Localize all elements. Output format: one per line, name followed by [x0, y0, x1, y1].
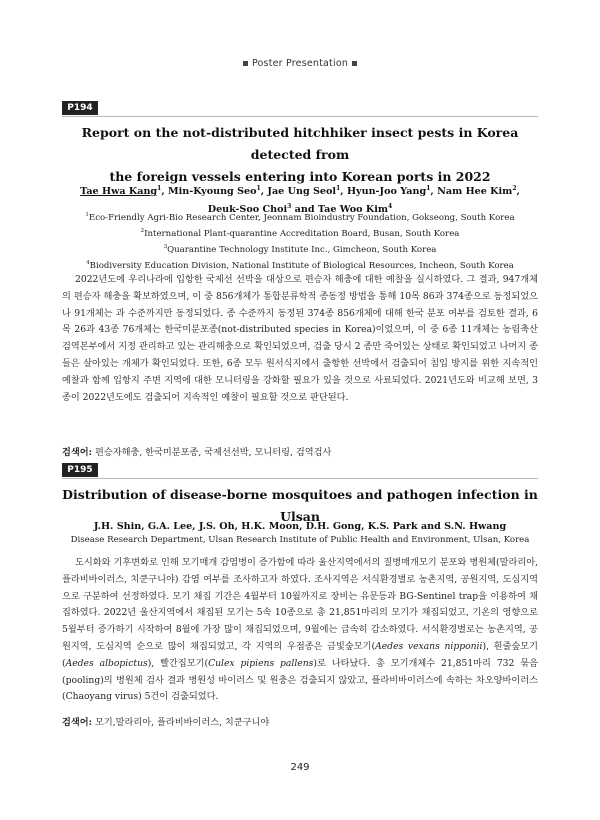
- keywords: [62, 716, 538, 730]
- species-name: Culex pipiens pallens: [208, 657, 314, 669]
- running-header: [0, 58, 600, 69]
- presenting-author: Tae Hwa Kang: [80, 186, 158, 198]
- author-list: J.H. Shin, G.A. Lee, J.S. Oh, H.K. Moon, D.H. Gong, K.S. Park and S.N. Hwang: [93, 521, 507, 532]
- square-bullet-icon: [243, 61, 248, 66]
- species-name: Aedes albopictus: [65, 657, 148, 669]
- affiliation: $^4$Biodiversity Education Division, National Institute of Biological Resources, Incheon, South Korea: [86, 260, 514, 272]
- divider: [62, 478, 538, 479]
- keywords-text: 편승자해충, 한국미분포종, 국제선선박, 모니터링, 검역검사: [94, 447, 332, 458]
- affiliation: $^3$Quarantine Technology Institute Inc., Gimcheon, South Korea: [163, 244, 437, 255]
- page-number: 249: [290, 762, 310, 773]
- paper-id-tag: P195: [62, 463, 98, 477]
- divider: [62, 116, 538, 117]
- keywords-label: 검색어:: [62, 717, 93, 728]
- keywords: [62, 446, 538, 460]
- species-name: Aedes vexans nipponii: [375, 640, 483, 652]
- keywords-text: 모기,말라리아, 플라비바이러스, 치쿤구니야: [94, 717, 270, 728]
- affiliation: Disease Research Department, Ulsan Research Institute of Public Health and Environment, Ulsan, Korea: [70, 535, 530, 545]
- section-label: Poster Presentation: [251, 58, 349, 69]
- paper-id-tag: P194: [62, 101, 98, 115]
- author-list: Tae Hwa Kang$^1$, Min-Kyoung Seo$^1$, Jae Ung Seol$^1$, Hyun-Joo Yang$^1$, Nam Hee Kim$^2$, Deuk-Soo Choi$^3$ and Tae Woo Kim$^4$: [80, 185, 520, 216]
- affiliation: $^1$Eco-Friendly Agri-Bio Research Center, Jeonnam Bioindustry Foundation, Gokseong, South Korea: [85, 212, 515, 223]
- affiliation: $^2$International Plant-quarantine Accreditation Board, Busan, South Korea: [140, 228, 460, 239]
- abstract: 2022년도에 우리나라에 입항한 국제선 선박을 대상으로 편승자 해충에 대한 예찰을 실시하였다. 그 결과, 947개체의 편승자 해충을 확보하였으며, 이 중 856개체가 통합분류학적 종동정 방법을 통해 10목 86과 374종으로 동정되었으나 91개체는 과 수준까지만 동정되었다. 종 수준까지 동정된 374종 856개체에 대해 한국 분포 여부를 검토한 결과, 6목 26과 43종 76개체는 한국미분포종(not-distributed species in Korea)이었으며, 이 중 6종 11개체는 농림축산검역본부에서 지정 관리하고 있는 관리해충으로 확인되었으며, 검출 당시 2 종만 죽어있는 상태로 확인되었고 나머지 종들은 살아있는 개체가 확인되었다. 또한, 6종 모두 원서식지에서 출항한 선박에서 검출되어 침입 방지를 위한 지속적인 예찰과 함께 입항지 주변 지역에 대한 모니터링을 강화할 필요가 있을 것으로 사료되었다. 2021년도와 비교해 보면, 3종이 2022년도에도 검출되어 지속적인 예찰이 필요할 것으로 판단된다.: [62, 274, 538, 403]
- abstract: 도시화와 기후변화로 인해 모기매개 감염병이 증가함에 따라 울산지역에서의 질병매개모기 분포와 병원체(말라리아, 플라비바이러스, 치쿤구니야) 감염 여부를 조사하고자 하였다. 조사지역은 서식환경별로 농촌지역, 공원지역, 도심지역으로 구분하여 선정하였다. 모기 채집 기간은 4월부터 10월까지로 장비는 유문등과 BG-Sentinel trap을 이용하여 채집하였다. 2022년 울산지역에서 채집된 모기는 5속 10종으로 총 21,851마리의 모기가 채집되었고, 기온의 영향으로 5월부터 증가하기 시작하여 8월에 가장 많이 채집되었으며, 9월에는 급속히 감소하였다. 서식환경별로는 농촌지역, 공원지역, 도심지역 순으로 많이 채집되었고, 각 지역의 우점종은 금빛숲모기(Aedes vexans nipponii), 흰줄숲모기(Aedes albopictus), 빨간집모기(Culex pipiens pallens)로 나타났다. 총 모기개체수 21,851마리 732 묶음(pooling)의 병원체 검사 결과 병원성 바이러스 및 원충은 검출되지 않았고, 플라비바이러스에 속하는 차오양바이러스(Chaoyang virus) 5건이 검출되었다.: [62, 557, 538, 703]
- paper-title: Report on the not-distributed hitchhiker insect pests in Korea detected from the foreign vessels entering into Korean ports in 2022: [81, 125, 519, 184]
- square-bullet-icon: [352, 61, 357, 66]
- keywords-label: 검색어:: [62, 447, 93, 458]
- affiliation-list: [62, 209, 538, 273]
- paper-title: Distribution of disease-borne mosquitoes and pathogen infection in Ulsan: [62, 487, 538, 524]
